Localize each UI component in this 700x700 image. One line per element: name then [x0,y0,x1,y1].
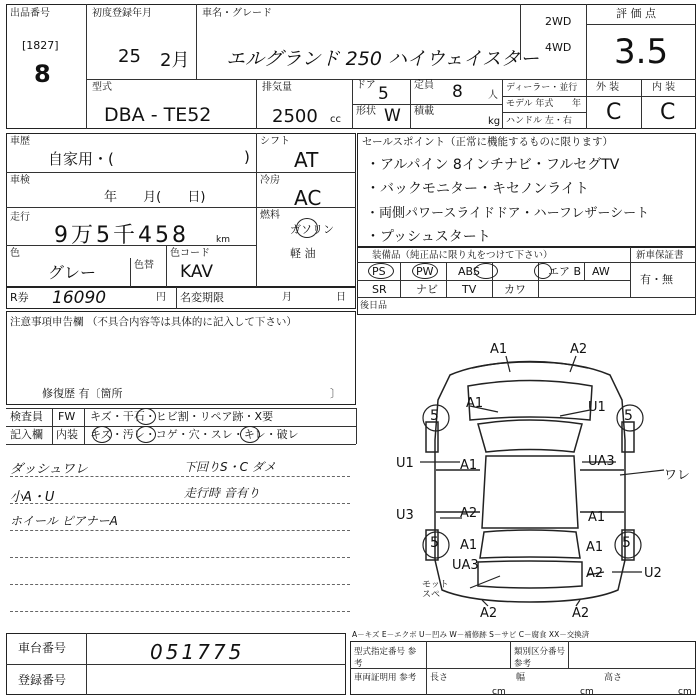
equip-aw: AW [592,265,610,278]
sales-point-item: ・アルパイン 8インチナビ・フルセグTV [366,157,620,173]
remark-item: ダッシュワレ [10,462,88,477]
door-value: 5 [378,84,389,104]
color-code-value: KAV [180,262,214,282]
wheel-score: 5 [624,408,633,424]
r-ticket-value: 16090 [52,288,107,308]
color-change-label: 色替 [134,260,154,271]
mileage-value: 9万5千458 [54,223,189,248]
damage-mark: U1 [588,400,606,415]
damage-mark: UA3 [588,454,615,469]
transfer-day: 日 [336,292,346,303]
handle-label: ハンドル 左・右 [506,116,572,126]
vehicle-cert-label: 車両証明用 参考 [354,673,417,683]
sales-point-item: ・プッシュスタート [366,229,491,245]
hood [468,381,592,421]
length-label: 長さ [430,673,449,683]
remark-item: 下回りS・C ダメ [184,460,276,474]
kg-unit: kg [488,116,501,127]
transfer-month: 月 [282,292,292,303]
damage-mark: U3 [396,508,414,523]
exterior-value: C [606,100,622,125]
damage-mark: A2 [480,606,498,621]
name-grade-label: 車名・グレード [202,8,272,19]
capacity-unit: 人 [488,90,498,101]
exterior-label: 外 装 [596,82,620,93]
warranty-value: 有・無 [640,273,673,286]
wheel-score: 5 [430,408,439,424]
ac-label: 冷房 [260,175,280,186]
capacity-value: 8 [452,82,463,102]
equip-abs: ABS [458,265,480,278]
displacement-value: 2500 [272,106,318,127]
transfer-deadline-label: 名変期限 [180,291,224,304]
damage-mark: A2 [570,342,588,357]
roof [482,456,578,528]
repair-history-close: 〕 [330,387,341,400]
equip-navi: ナビ [416,283,438,296]
width-cm: cm [580,687,594,697]
fw-label: FW [58,410,76,423]
color-label: 色 [10,248,20,259]
damage-mark: ワレ [664,468,691,483]
damage-mark: A1 [586,540,604,555]
capacity-label: 定員 [414,80,434,91]
yen-unit: 円 [156,292,166,303]
damage-legend: A－キズ E－エクボ U－凹み W－補修跡 S－サビ C－腐食 XX－交換済 [352,630,590,639]
repair-history-label: 修復歴 有〔箇所 [42,387,123,400]
shape-label: 形状 [356,106,376,117]
damage-mark: UA3 [452,558,479,573]
ac-value: AC [294,186,322,210]
equip-ps: PS [372,265,386,278]
class-number-label: 類別区分番号 参考 [514,647,566,669]
name-grade-value: エルグランド 250 ハイウェイスター [226,48,540,70]
shift-value: AT [294,148,319,172]
interior-check-label: 内装 [56,428,78,441]
interior-value: C [660,100,676,125]
damage-mark: A1 [490,342,508,357]
inspection-value: 年 月( 日) [104,190,206,205]
wheel-score: 5 [622,535,631,551]
fuel-diesel: 軽 油 [290,247,316,260]
model-year-label: モデル 年式 [506,99,554,109]
damage-mark: U2 [644,566,662,581]
length-cm: cm [492,687,506,697]
lot-number-value: 8 [34,60,51,88]
equip-sr: SR [372,283,387,296]
shift-label: シフト [260,136,290,147]
warranty-label: 新車保証書 [636,250,684,261]
fw-items: キズ・干石・ヒビ割・リペア跡・X要 [90,410,274,423]
color-value: グレー [48,263,97,282]
r-ticket-label: R券 [10,291,29,304]
damage-mark: U1 [396,456,414,471]
windshield [478,420,582,452]
interior-label: 内 装 [652,82,676,93]
model-label: 型式 [92,82,112,93]
fuel-label: 燃料 [260,210,280,221]
sales-point-item: ・バックモニター・キセノンライト [366,181,589,197]
damage-mark: A1 [466,396,484,411]
entry-label: 記入欄 [10,428,43,441]
dealer-label: ディーラー・並行 [506,83,578,93]
registration-year: 25 [118,46,141,67]
rear-hatch [478,561,582,588]
load-label: 積載 [414,106,434,117]
score-label: 評 価 点 [616,7,656,20]
displacement-label: 排気量 [262,82,292,93]
lot-number-label: 出品番号 [10,8,50,19]
notes-label: 注意事項申告欄 （不具合内容等は具体的に記入して下さい） [10,316,297,328]
model-value: DBA - TE52 [104,104,212,126]
damage-mark: A2 [572,606,590,621]
color-code-label: 色コード [170,248,210,259]
equipment-label: 装備品（純正品に限り丸をつけて下さい） [372,250,553,261]
fuel-gasoline: ガソリン [290,223,334,236]
damage-mark: A2 [586,566,604,581]
remark-item: ホイール ピアナーA [10,514,118,528]
height-cm: cm [678,687,692,697]
remark-item: 小A・U [10,490,55,505]
chassis-value: 051775 [150,640,245,664]
door-label: ドア [356,80,376,91]
inspector-label: 検査員 [10,410,43,423]
damage-mark: A1 [588,510,606,525]
registration-number-label: 登録番号 [18,673,67,687]
inspection-label: 車検 [10,175,30,186]
model-cert-label: 型式指定番号 参考 [354,647,417,669]
remark-item: 走行時 音有り [184,486,260,500]
lot-bracket: [1827] [22,39,59,52]
registration-month: 2月 [160,50,190,71]
later-date-label: 後日品 [360,301,388,311]
score-value: 3.5 [614,32,669,72]
width-label: 幅 [516,673,526,683]
equip-leather: カワ [504,283,526,296]
history-close: ) [244,148,250,166]
wheel-score: 5 [430,535,439,551]
equip-tv: TV [462,283,477,296]
equip-airbag: エア B [548,265,582,278]
drive-4wd: 4WD [545,41,572,54]
history-value: 自家用・( [48,150,114,168]
sales-point-label: セールスポイント（正常に機能するものに限ります） [362,136,614,148]
interior-items: キズ・汚レ・コゲ・穴・スレ・キレ・破レ [90,428,299,441]
year-char: 年 [572,99,582,109]
shape-value: W [384,106,401,126]
mud-flap-note: モット スペ [422,580,449,600]
history-label: 車歴 [10,136,30,147]
damage-mark: A1 [460,538,478,553]
cc-unit: cc [330,114,341,125]
first-registration-label: 初度登録年月 [92,8,152,19]
sales-point-item: ・両側パワースライドドア・ハーフレザーシート [366,206,650,221]
mileage-label: 走行 [10,212,30,223]
km-unit: km [216,235,230,245]
rear-window [480,530,580,558]
drive-2wd: 2WD [545,15,572,28]
damage-mark: A1 [460,458,478,473]
equip-pw: PW [416,265,434,278]
chassis-label: 車台番号 [18,641,67,655]
damage-mark: A2 [460,506,478,521]
height-label: 高さ [604,673,623,683]
